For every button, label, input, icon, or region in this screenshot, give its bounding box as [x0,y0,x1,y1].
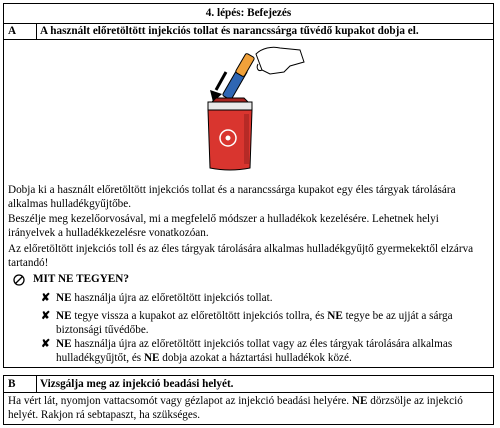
pen-icon [222,53,255,100]
prohibited-icon [13,274,25,286]
sharps-container-icon [208,98,252,170]
paragraph-2: Beszélje meg kezelőorvosával, mi a megfelelő módszer a hulladékok kezelésére. Lehetnek helyi irányelvek a hulladékkezelésre vonatkozóan. [8,213,439,239]
section-a-heading: A használt előretöltött injekciós tollat és narancssárga tűvédő kupakot dobja el. [40,25,419,37]
dont-item-3: NE használja újra az előretöltött injekciós tollat vagy az éles tárgyak tárolására alkalmas hulladékgyűjtőt, és NE dobja azokat a háztartási hulladékok közé. [56,338,453,364]
hand-icon [256,47,304,74]
section-a [3,3,494,368]
dont-item-1: NE használja újra az előretöltött injekciós tollat. [56,292,273,304]
section-b-heading: Vizsgálja meg az injekció beadási helyét. [40,378,234,390]
divider [4,23,493,24]
divider [36,376,37,392]
step-title: 4. lépés: Befejezés [205,7,292,19]
dont-title: MIT NE TEGYEN? [33,273,129,285]
section-a-letter: A [8,25,17,37]
section-b-text: Ha vért lát, nyomjon vattacsomót vagy gézlapot az injekció beadási helyére. NE dörzsölje az injekció helyét. Rakjon rá sebtapaszt, ha szükséges. [8,395,463,421]
divider [4,392,493,393]
x-mark-icon: ✘ [41,310,51,322]
x-mark-icon: ✘ [41,338,51,350]
section-b [3,375,494,425]
paragraph-3: Az előretöltött injekciós toll és az éles tárgyak tárolására alkalmas hulladékgyűjtő gyermekektől elzárva tartandó! [8,243,474,269]
disposal-illustration [200,44,310,174]
section-b-letter: B [8,378,16,390]
paragraph-1: Dobja ki a használt előretöltött injekciós tollat és a narancssárga kupakot egy éles tárgyak tárolására alkalmas hulladékgyűjtőbe. [8,184,456,210]
dont-item-2: NE tegye vissza a kupakot az előretöltött injekciós tollra, és NE tegye be az ujját a sárga biztonsági tűvédőbe. [56,310,453,336]
x-mark-icon: ✘ [41,292,51,304]
divider [36,23,37,39]
divider [4,39,493,40]
